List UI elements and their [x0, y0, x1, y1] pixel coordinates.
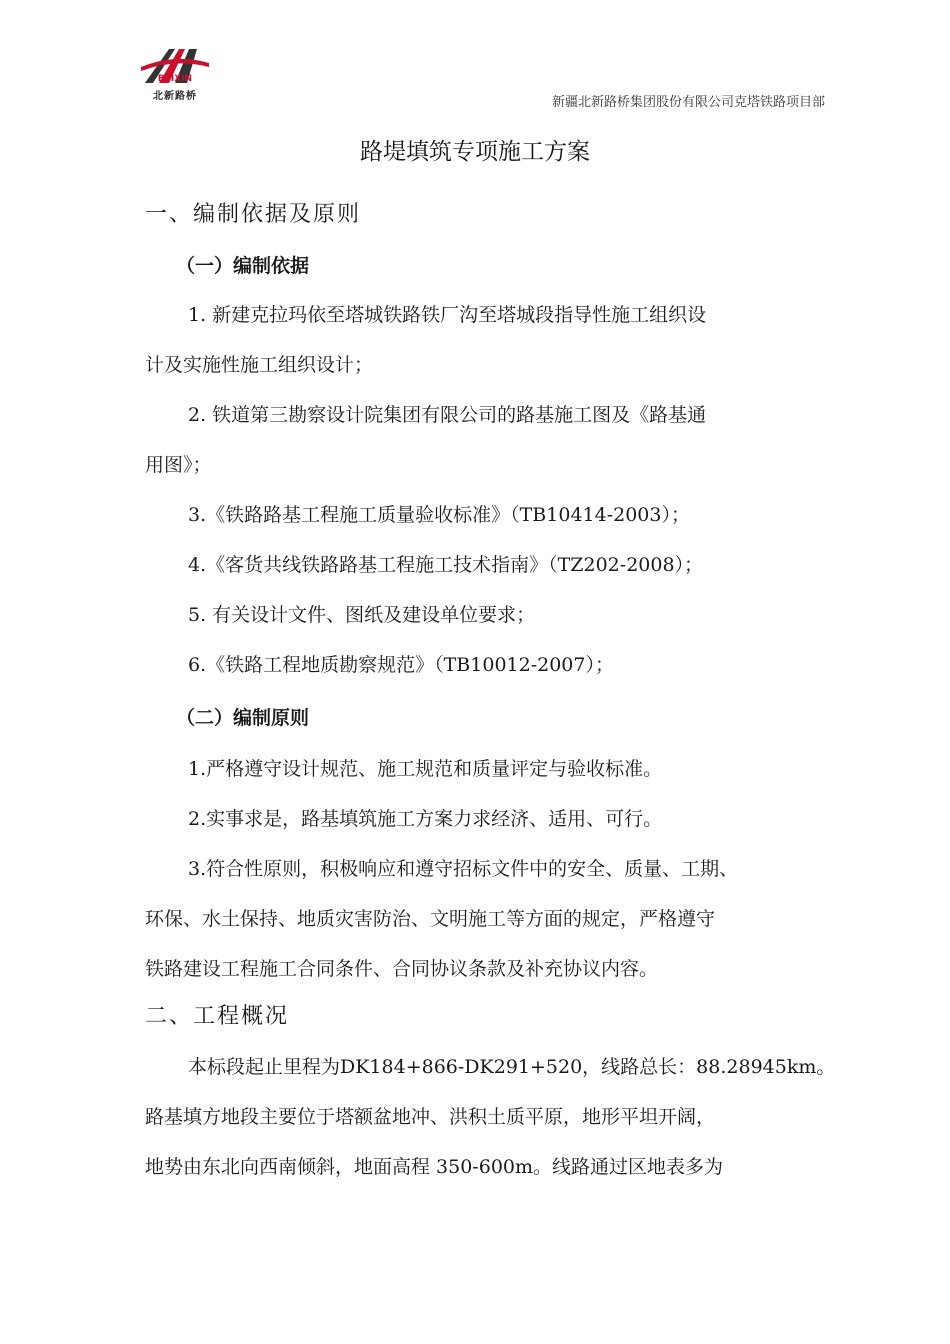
- subsection-heading-2: （二）编制原则: [176, 707, 310, 729]
- section-heading-2: 二、工程概况: [145, 1004, 290, 1029]
- paragraph-line: 计及实施性施工组织设计；: [145, 354, 374, 376]
- paragraph-line: 2.实事求是，路基填筑施工方案力求经济、适用、可行。: [188, 808, 663, 830]
- paragraph-line: 地势由东北向西南倾斜，地面高程 350-600m。线路通过区地表多为: [145, 1156, 724, 1178]
- paragraph-line: 本标段起止里程为DK184+866-DK291+520，线路总长：88.28945km。: [188, 1056, 836, 1078]
- paragraph-line: 用图》；: [145, 454, 212, 476]
- section-heading-1: 一、编制依据及原则: [145, 202, 362, 227]
- paragraph-line: 1. 新建克拉玛依至塔城铁路铁厂沟至塔城段指导性施工组织设: [188, 304, 707, 326]
- paragraph-line: 6.《铁路工程地质勘察规范》（TB10012-2007）；: [188, 654, 614, 676]
- logo-cn-text: 北新路桥: [153, 91, 197, 102]
- paragraph-line: 3.符合性原则，积极响应和遵守招标文件中的安全、质量、工期、: [188, 858, 739, 880]
- paragraph-line: 2. 铁道第三勘察设计院集团有限公司的路基施工图及《路基通: [188, 404, 707, 426]
- paragraph-line: 1.严格遵守设计规范、施工规范和质量评定与验收标准。: [188, 758, 663, 780]
- company-logo: [139, 43, 211, 102]
- project-department: 新疆北新路桥集团股份有限公司克塔铁路项目部: [551, 95, 825, 110]
- paragraph-line: 环保、水土保持、地质灾害防治、文明施工等方面的规定，严格遵守: [145, 908, 716, 930]
- road-logo-icon: [139, 43, 211, 87]
- paragraph-line: 铁路建设工程施工合同条件、合同协议条款及补充协议内容。: [145, 958, 659, 980]
- paragraph-line: 路基填方地段主要位于塔额盆地冲、洪积土质平原，地形平坦开阔，: [145, 1106, 716, 1128]
- subsection-heading-1: （一）编制依据: [176, 255, 310, 277]
- paragraph-line: 5. 有关设计文件、图纸及建设单位要求；: [188, 604, 536, 626]
- logo-en-text: BEIXIN: [157, 74, 193, 84]
- paragraph-line: 3.《铁路路基工程施工质量验收标准》（TB10414-2003）；: [188, 504, 690, 526]
- document-title: 路堤填筑专项施工方案: [360, 139, 590, 165]
- paragraph-line: 4.《客货共线铁路路基工程施工技术指南》（TZ202-2008）；: [188, 554, 704, 576]
